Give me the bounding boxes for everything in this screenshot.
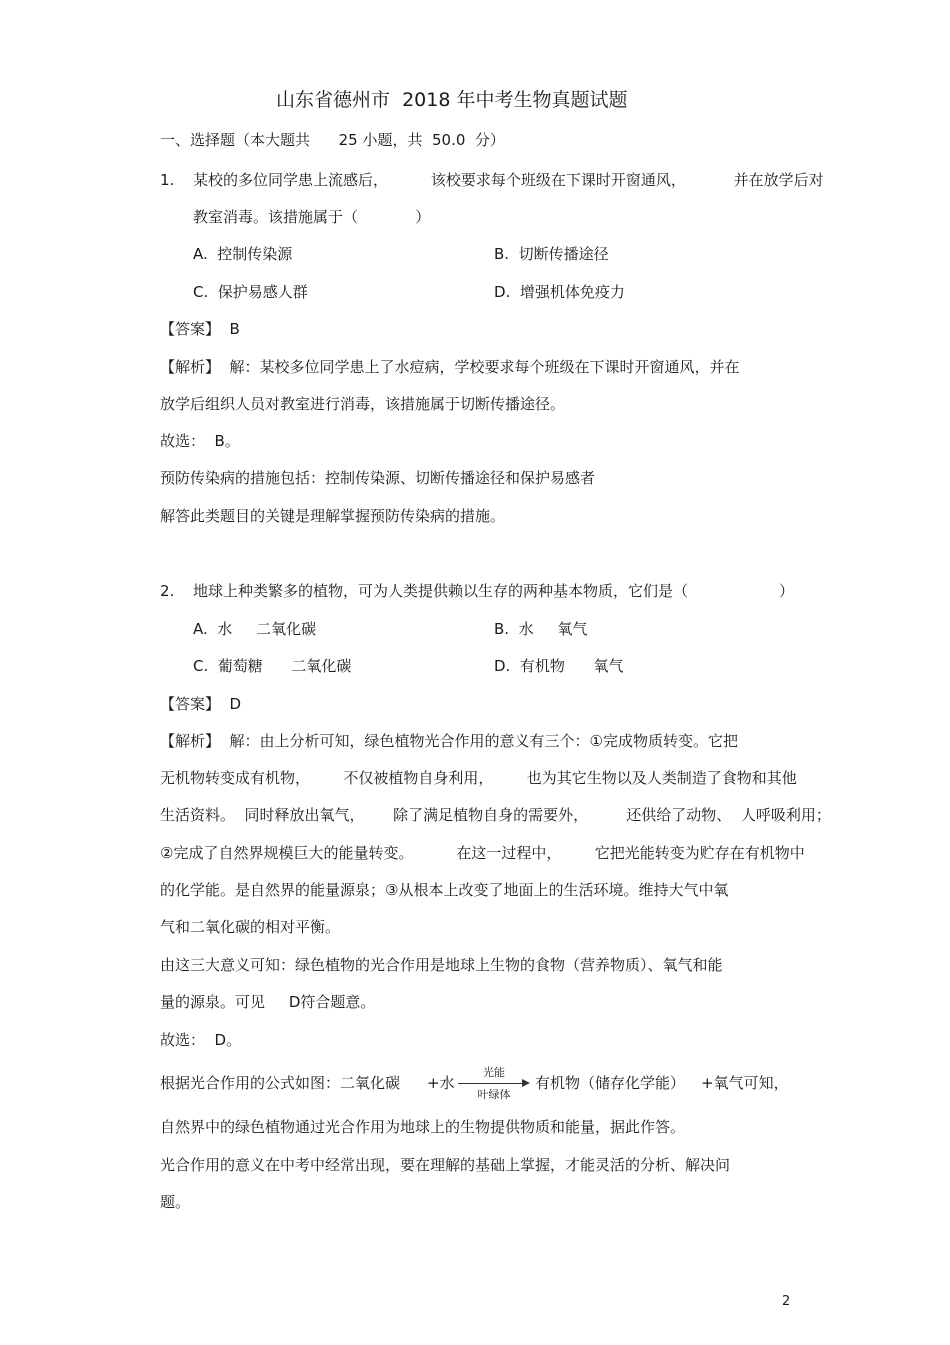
q1-analysis-line: 解答此类题目的关键是理解掌握预防传染病的措施。 (160, 507, 506, 525)
q1-stem-line2: 教室消毒。该措施属于（ ） (193, 208, 431, 226)
q2-analysis-line: 故选： D。 (160, 1031, 242, 1049)
q2-analysis-line: 生活资料。 同时释放出氧气， 除了满足植物自身的需要外， 还供给了动物、 人呼吸利用； (160, 806, 831, 824)
q2-option-d: D. 有机物 氧气 (494, 657, 624, 675)
arrow-condition-light: 光能 (483, 1066, 505, 1079)
q1-option-d: D. 增强机体免疫力 (494, 283, 625, 301)
q2-stem: 地球上种类繁多的植物，可为人类提供赖以生存的两种基本物质，它们是（ (193, 582, 689, 600)
q2-option-c: C. 葡萄糖 二氧化碳 (193, 657, 352, 675)
reaction-arrow (456, 1066, 532, 1104)
arrow-line (458, 1083, 524, 1084)
q2-number: 2. (160, 582, 175, 600)
section-header: 一、选择题（本大题共 25 小题，共 50.0 分） (160, 131, 505, 149)
q2-option-a: A. 水 二氧化碳 (193, 620, 317, 638)
q1-analysis-line: 放学后组织人员对教室进行消毒，该措施属于切断传播途径。 (160, 395, 566, 413)
q1-answer: 【答案】 B (160, 320, 240, 338)
q1-analysis-line: 【解析】 解：某校多位同学患上了水痘病，学校要求每个班级在下课时开窗通风，并在 (160, 358, 740, 376)
q2-after-line: 光合作用的意义在中考中经常出现，要在理解的基础上掌握，才能灵活的分析、解决问 (160, 1156, 731, 1174)
q2-answer: 【答案】 D (160, 695, 242, 713)
q1-number: 1. (160, 171, 175, 189)
q2-analysis-line: 量的源泉。可见 D符合题意。 (160, 993, 376, 1011)
q1-option-b: B. 切断传播途径 (494, 245, 609, 263)
q2-stem-end: ） (779, 582, 795, 600)
formula-water: +水 (427, 1074, 455, 1092)
q2-analysis-line: 的化学能。是自然界的能量源泉；③从根本上改变了地面上的生活环境。维持大气中氧 (160, 881, 729, 899)
q2-option-b: B. 水 氧气 (494, 620, 588, 638)
q2-analysis-line: 气和二氧化碳的相对平衡。 (160, 918, 341, 936)
page-title: 山东省德州市 2018 年中考生物真题试题 (276, 89, 628, 111)
q2-analysis-line: 无机物转变成有机物， 不仅被植物自身利用， 也为其它生物以及人类制造了食物和其他 (160, 769, 797, 787)
q2-analysis-line: 【解析】 解：由上分析可知，绿色植物光合作用的意义有三个：①完成物质转变。它把 (160, 732, 738, 750)
page-number: 2 (782, 1294, 791, 1309)
q2-after-line: 题。 (160, 1193, 191, 1211)
formula-oxygen: +氧气可知， (701, 1074, 789, 1092)
q2-after-line: 自然界中的绿色植物通过光合作用为地球上的生物提供物质和能量，据此作答。 (160, 1118, 686, 1136)
arrow-condition-chlorophyll: 叶绿体 (477, 1088, 511, 1101)
q1-analysis-line: 预防传染病的措施包括：控制传染源、切断传播途径和保护易感者 (160, 469, 596, 487)
q2-analysis-line: ②完成了自然界规模巨大的能量转变。 在这一过程中， 它把光能转变为贮存在有机物中 (160, 844, 805, 862)
formula-product: 有机物（储存化学能） (535, 1074, 686, 1092)
formula-prefix: 根据光合作用的公式如图：二氧化碳 (160, 1074, 401, 1092)
q1-stem-line1: 某校的多位同学患上流感后， 该校要求每个班级在下课时开窗通风， 并在放学后对 (193, 171, 824, 189)
q2-analysis-line: 由这三大意义可知：绿色植物的光合作用是地球上生物的食物（营养物质）、氧气和能 (160, 956, 723, 974)
q1-option-c: C. 保护易感人群 (193, 283, 308, 301)
q1-option-a: A. 控制传染源 (193, 245, 293, 263)
q1-analysis-line: 故选： B。 (160, 432, 240, 450)
arrow-head-icon (522, 1079, 530, 1087)
